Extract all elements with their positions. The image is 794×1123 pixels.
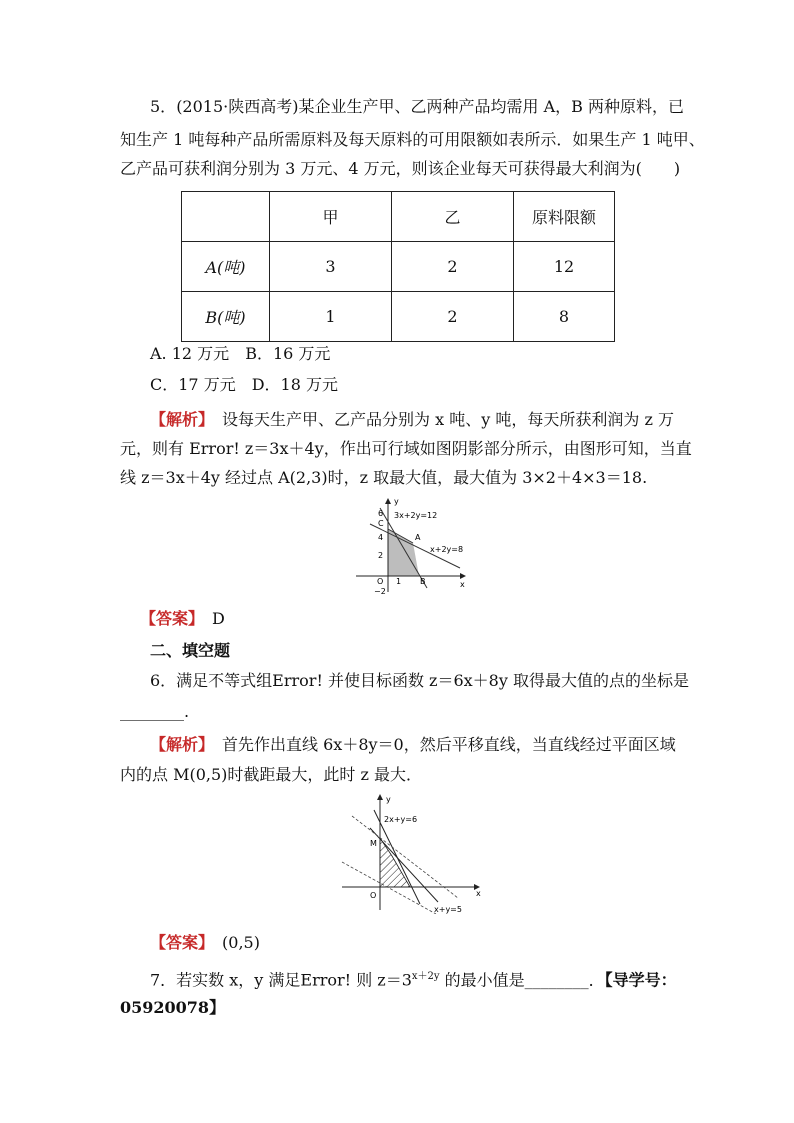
table-cell: 2 xyxy=(392,242,514,292)
q5-option-cd xyxy=(150,374,710,396)
table-header-cell: 原料限额 xyxy=(514,192,615,242)
option-a: A. 12 万元 xyxy=(150,344,230,363)
q5-line3: 乙产品可获利润分别为 3 万元、4 万元，则该企业每天可获得最大利润为( ) xyxy=(120,159,681,178)
q5-option-ab xyxy=(150,343,710,365)
q5-feasible-region-figure xyxy=(356,496,472,596)
option-c: C．17 万元 xyxy=(150,375,236,394)
q5-source: (2015·陕西高考) xyxy=(176,97,299,116)
origin-label: O xyxy=(370,891,377,900)
y-axis-arrow xyxy=(385,498,391,504)
q7-exponent: x＋2y xyxy=(411,971,440,982)
q7-line1 xyxy=(150,966,710,991)
option-b: B．16 万元 xyxy=(245,344,331,363)
y-axis-label: y xyxy=(386,795,391,804)
q6-analysis-line2: 内的点 M(0,5)时截距最大，此时 z 最大． xyxy=(120,765,423,784)
q6-feasible-region-figure xyxy=(340,792,486,914)
q5-analysis-line2: 元，则有 Error! z＝3x＋4y，作出可行域如图阴影部分所示，由图形可知，当直 xyxy=(120,439,692,458)
q5-analysis-line3: 线 z＝3x＋4y 经过点 A(2,3)时，z 取最大值，最大值为 3×2＋4×3＝18. xyxy=(120,468,648,487)
analysis-tag: 【解析】 xyxy=(150,735,207,754)
analysis-text: 首先作出直线 6x＋8y＝0，然后平移直线，当直线经过平面区域 xyxy=(222,735,676,754)
q6-analysis-line1 xyxy=(150,734,710,756)
tick-6: 6 xyxy=(378,509,384,518)
table-cell: 12 xyxy=(514,242,615,292)
origin-label: O xyxy=(377,577,384,586)
q7-text-b: 的最小值是________． xyxy=(439,970,605,990)
table-header-cell: 乙 xyxy=(392,192,514,242)
q7-code: 05920078】 xyxy=(120,998,226,1017)
tick-4: 4 xyxy=(378,533,384,542)
feasible-region-hatch xyxy=(380,838,410,887)
table-cell: A(吨) xyxy=(182,242,270,292)
table-row xyxy=(182,292,615,342)
tick-1: 1 xyxy=(396,577,402,586)
q5-line1 xyxy=(150,96,710,118)
q5-line2: 知生产 1 吨每种产品所需原料及每天原料的可用限额如表所示．如果生产 1 吨甲、 xyxy=(120,130,705,149)
q5-answer-line xyxy=(140,608,700,630)
label-b: B xyxy=(420,577,426,586)
table-cell: 8 xyxy=(514,292,615,342)
q5-number: 5． xyxy=(150,97,177,116)
table-cell: B(吨) xyxy=(182,292,270,342)
q6-blank: ________. xyxy=(120,702,190,721)
table-header-cell xyxy=(182,192,270,242)
label-m: M xyxy=(370,839,377,848)
x-axis-label: x xyxy=(476,889,481,898)
q6-answer-line xyxy=(150,932,710,954)
q5-analysis-line1 xyxy=(150,409,710,431)
materials-table xyxy=(181,191,615,342)
table-header-row xyxy=(182,192,615,242)
label-a: A xyxy=(415,533,421,542)
x-axis-label: x xyxy=(460,580,465,589)
line1-label: 2x+y=6 xyxy=(384,815,418,824)
tick-2: 2 xyxy=(378,551,384,560)
q5-line1-text: 某企业生产甲、乙两种产品均需用 A，B 两种原料，已 xyxy=(298,97,684,116)
analysis-text: 设每天生产甲、乙产品分别为 x 吨、y 吨，每天所获利润为 z 万 xyxy=(222,410,674,429)
analysis-tag: 【解析】 xyxy=(150,410,207,429)
y-axis-label: y xyxy=(394,497,399,506)
label-c: C xyxy=(378,519,384,528)
option-d: D．18 万元 xyxy=(251,375,338,394)
section-title: 二、填空题 xyxy=(150,641,231,660)
table-cell: 3 xyxy=(270,242,392,292)
answer-tag: 【答案】 xyxy=(140,609,197,628)
line1-label: 3x+2y=12 xyxy=(394,511,438,520)
tick-neg2: −2 xyxy=(374,587,386,596)
y-axis-arrow xyxy=(377,794,383,800)
table-cell: 2 xyxy=(392,292,514,342)
answer-value: (0,5) xyxy=(222,933,260,952)
answer-value: D xyxy=(212,609,225,628)
answer-tag: 【答案】 xyxy=(150,933,207,952)
q7-text: 7．若实数 x，y 满足Error! 则 z＝3 xyxy=(150,970,412,990)
table-cell: 1 xyxy=(270,292,392,342)
line2-label: x+y=5 xyxy=(434,905,462,914)
table-row xyxy=(182,242,615,292)
q7-tag: 【导学号： xyxy=(604,970,677,990)
x-axis-arrow xyxy=(460,573,466,579)
q6-line1: 6．满足不等式组Error! 并使目标函数 z＝6x＋8y 取得最大值的点的坐标是 xyxy=(150,671,689,690)
table-header-cell: 甲 xyxy=(270,192,392,242)
line2-label: x+2y=8 xyxy=(430,545,464,554)
